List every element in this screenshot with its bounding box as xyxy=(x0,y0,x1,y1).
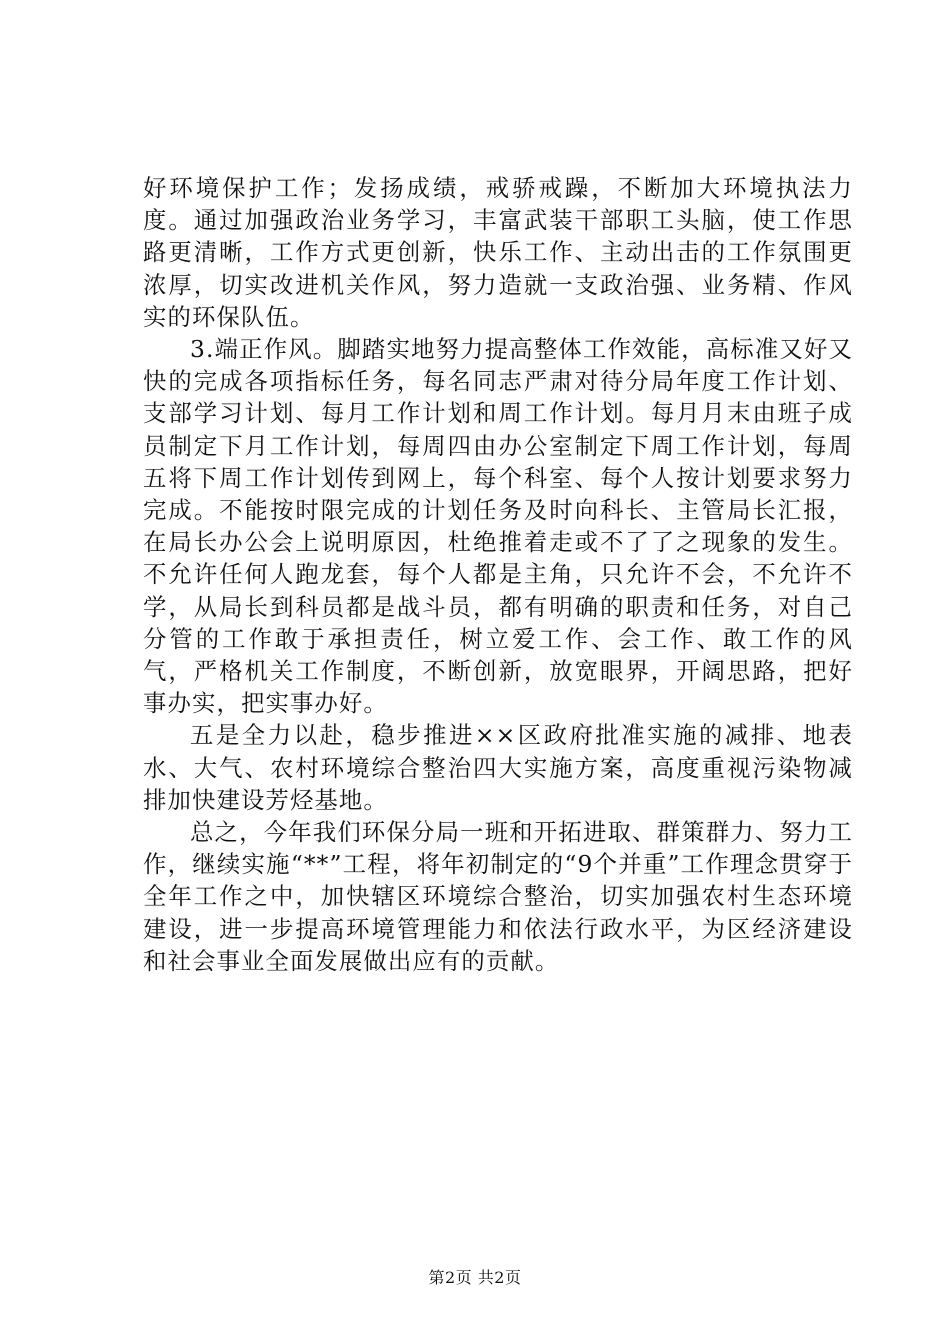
paragraph-conclusion: 总之，今年我们环保分局一班和开拓进取、群策群力、努力工作，继续实施“**”工程，将年初制定的“9个并重”工作理念贯穿于全年工作之中，加快辖区环境综合整治，切实加强农村生态环境建设，进一步提高环境管理能力和依法行政水平，为区经济建设和社会事业全面发展做出应有的贡献。 xyxy=(143,818,853,975)
paragraph-rectify-work-style: 3.端正作风。脚踏实地努力提高整体工作效能，高标准又好又快的完成各项指标任务，每名同志严肃对待分局年度工作计划、支部学习计划、每月工作计划和周工作计划。每月月末由班子成员制定下月工作计划，每周四由办公室制定下周工作计划，每周五将下周工作计划传到网上，每个科室、每个人按计划要求努力完成。不能按时限完成的计划任务及时向科长、主管局长汇报，在局长办公会上说明原因，杜绝推着走或不了了之现象的发生。不允许任何人跑龙套，每个人都是主角，只允许不会，不允许不学，从局长到科员都是战斗员，都有明确的职责和任务，对自己分管的工作敢于承担责任，树立爱工作、会工作、敢工作的风气，严格机关工作制度，不断创新，放宽眼界，开阔思路，把好事办实，把实事办好。 xyxy=(143,335,853,718)
paragraph-fifth-point: 五是全力以赴，稳步推进××区政府批准实施的减排、地表水、大气、农村环境综合整治四大实施方案，高度重视污染物减排加快建设芳烃基地。 xyxy=(143,721,853,814)
paragraph-continuation: 好环境保护工作；发扬成绩，戒骄戒躁，不断加大环境执法力度。通过加强政治业务学习，丰富武装干部职工头脑，使工作思路更清晰，工作方式更创新，快乐工作、主动出击的工作氛围更浓厚，切实改进机关作风，努力造就一支政治强、业务精、作风实的环保队伍。 xyxy=(143,174,853,331)
document-body xyxy=(143,172,853,977)
page-number-footer: 第2页 共2页 xyxy=(428,1268,522,1287)
